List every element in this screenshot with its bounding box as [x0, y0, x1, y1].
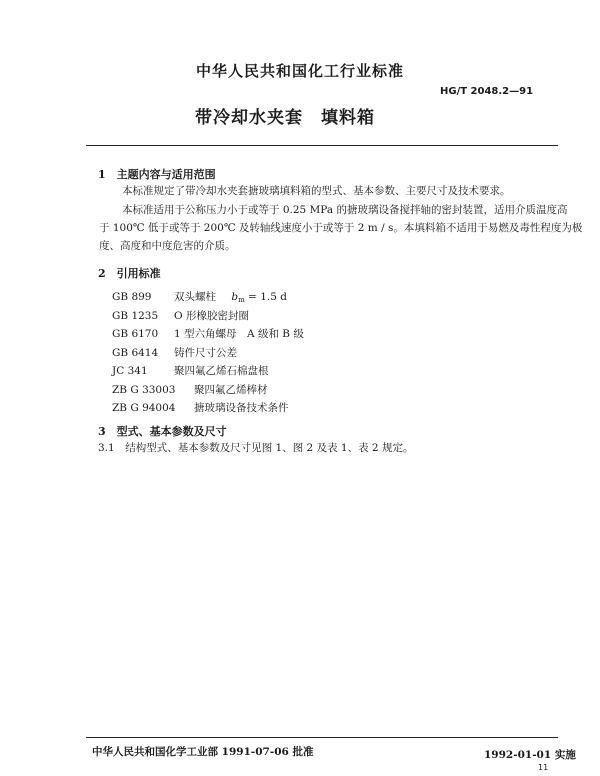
standard-name: 双头螺柱: [174, 291, 216, 303]
section-1-paragraph-2-line-2: 于 100℃ 低于或等于 200℃ 及转轴线速度小于或等于 2 m / s。本填料箱不适用于易燃及毒性程度为极: [99, 222, 583, 234]
section-1-paragraph-1: 本标准规定了带冷却水夹套搪玻璃填料箱的型式、基本参数、主要尺寸及技术要求。: [122, 185, 511, 197]
footer-rule: [86, 737, 558, 738]
section-1-paragraph-2-line-1: 本标准适用于公称压力小于或等于 0.25 MPa 的搪玻璃设备搅拌轴的密封装置，适用介质温度高: [122, 204, 568, 216]
clause-3-1: 3.1 结构型式、基本参数及尺寸见图 1、图 2 及表 1、表 2 规定。: [98, 442, 414, 454]
section-1-paragraph-2-line-3: 度、高度和中度危害的介质。: [99, 240, 236, 252]
approval-date: 中华人民共和国化学工业部 1991-07-06 批准: [92, 746, 314, 758]
list-item: [112, 382, 268, 397]
section-2-heading: 2 引用标准: [98, 267, 161, 280]
page-title: 带冷却水夹套 填料箱: [195, 108, 375, 128]
standard-number: GB 899: [112, 291, 152, 303]
list-item: [112, 289, 287, 304]
list-item: [112, 345, 237, 360]
standard-number: GB 6414: [112, 347, 159, 359]
standard-name: 聚四氟乙烯棒材: [194, 384, 268, 396]
list-item: [112, 326, 304, 341]
effective-date: 1992-01-01 实施: [484, 749, 576, 761]
page-number: 11: [538, 763, 549, 772]
issuing-body: 中华人民共和国化工行业标准: [195, 62, 404, 80]
section-3-heading: 3 型式、基本参数及尺寸: [98, 425, 227, 438]
formula: $b_m = 1.5$ d: [231, 291, 287, 304]
standard-number: JC 341: [112, 365, 148, 377]
standard-number: ZB G 33003: [112, 384, 176, 396]
list-item: [112, 308, 249, 323]
standard-number: ZB G 94004: [112, 402, 176, 414]
standard-name: 铸件尺寸公差: [174, 347, 237, 359]
header-rule: [86, 145, 558, 146]
list-item: [112, 363, 269, 378]
section-1-heading: 1 主题内容与适用范围: [98, 168, 216, 181]
standard-name: 1 型六角螺母 A 级和 B 级: [174, 328, 304, 340]
standard-name: 聚四氟乙烯石棉盘根: [174, 365, 269, 377]
standard-code: HG/T 2048.2—91: [440, 86, 534, 97]
standard-name: O 形橡胶密封圈: [174, 310, 249, 322]
standard-number: GB 1235: [112, 310, 159, 322]
list-item: [112, 400, 289, 415]
standard-number: GB 6170: [112, 328, 159, 340]
standard-name: 搪玻璃设备技术条件: [194, 402, 289, 414]
